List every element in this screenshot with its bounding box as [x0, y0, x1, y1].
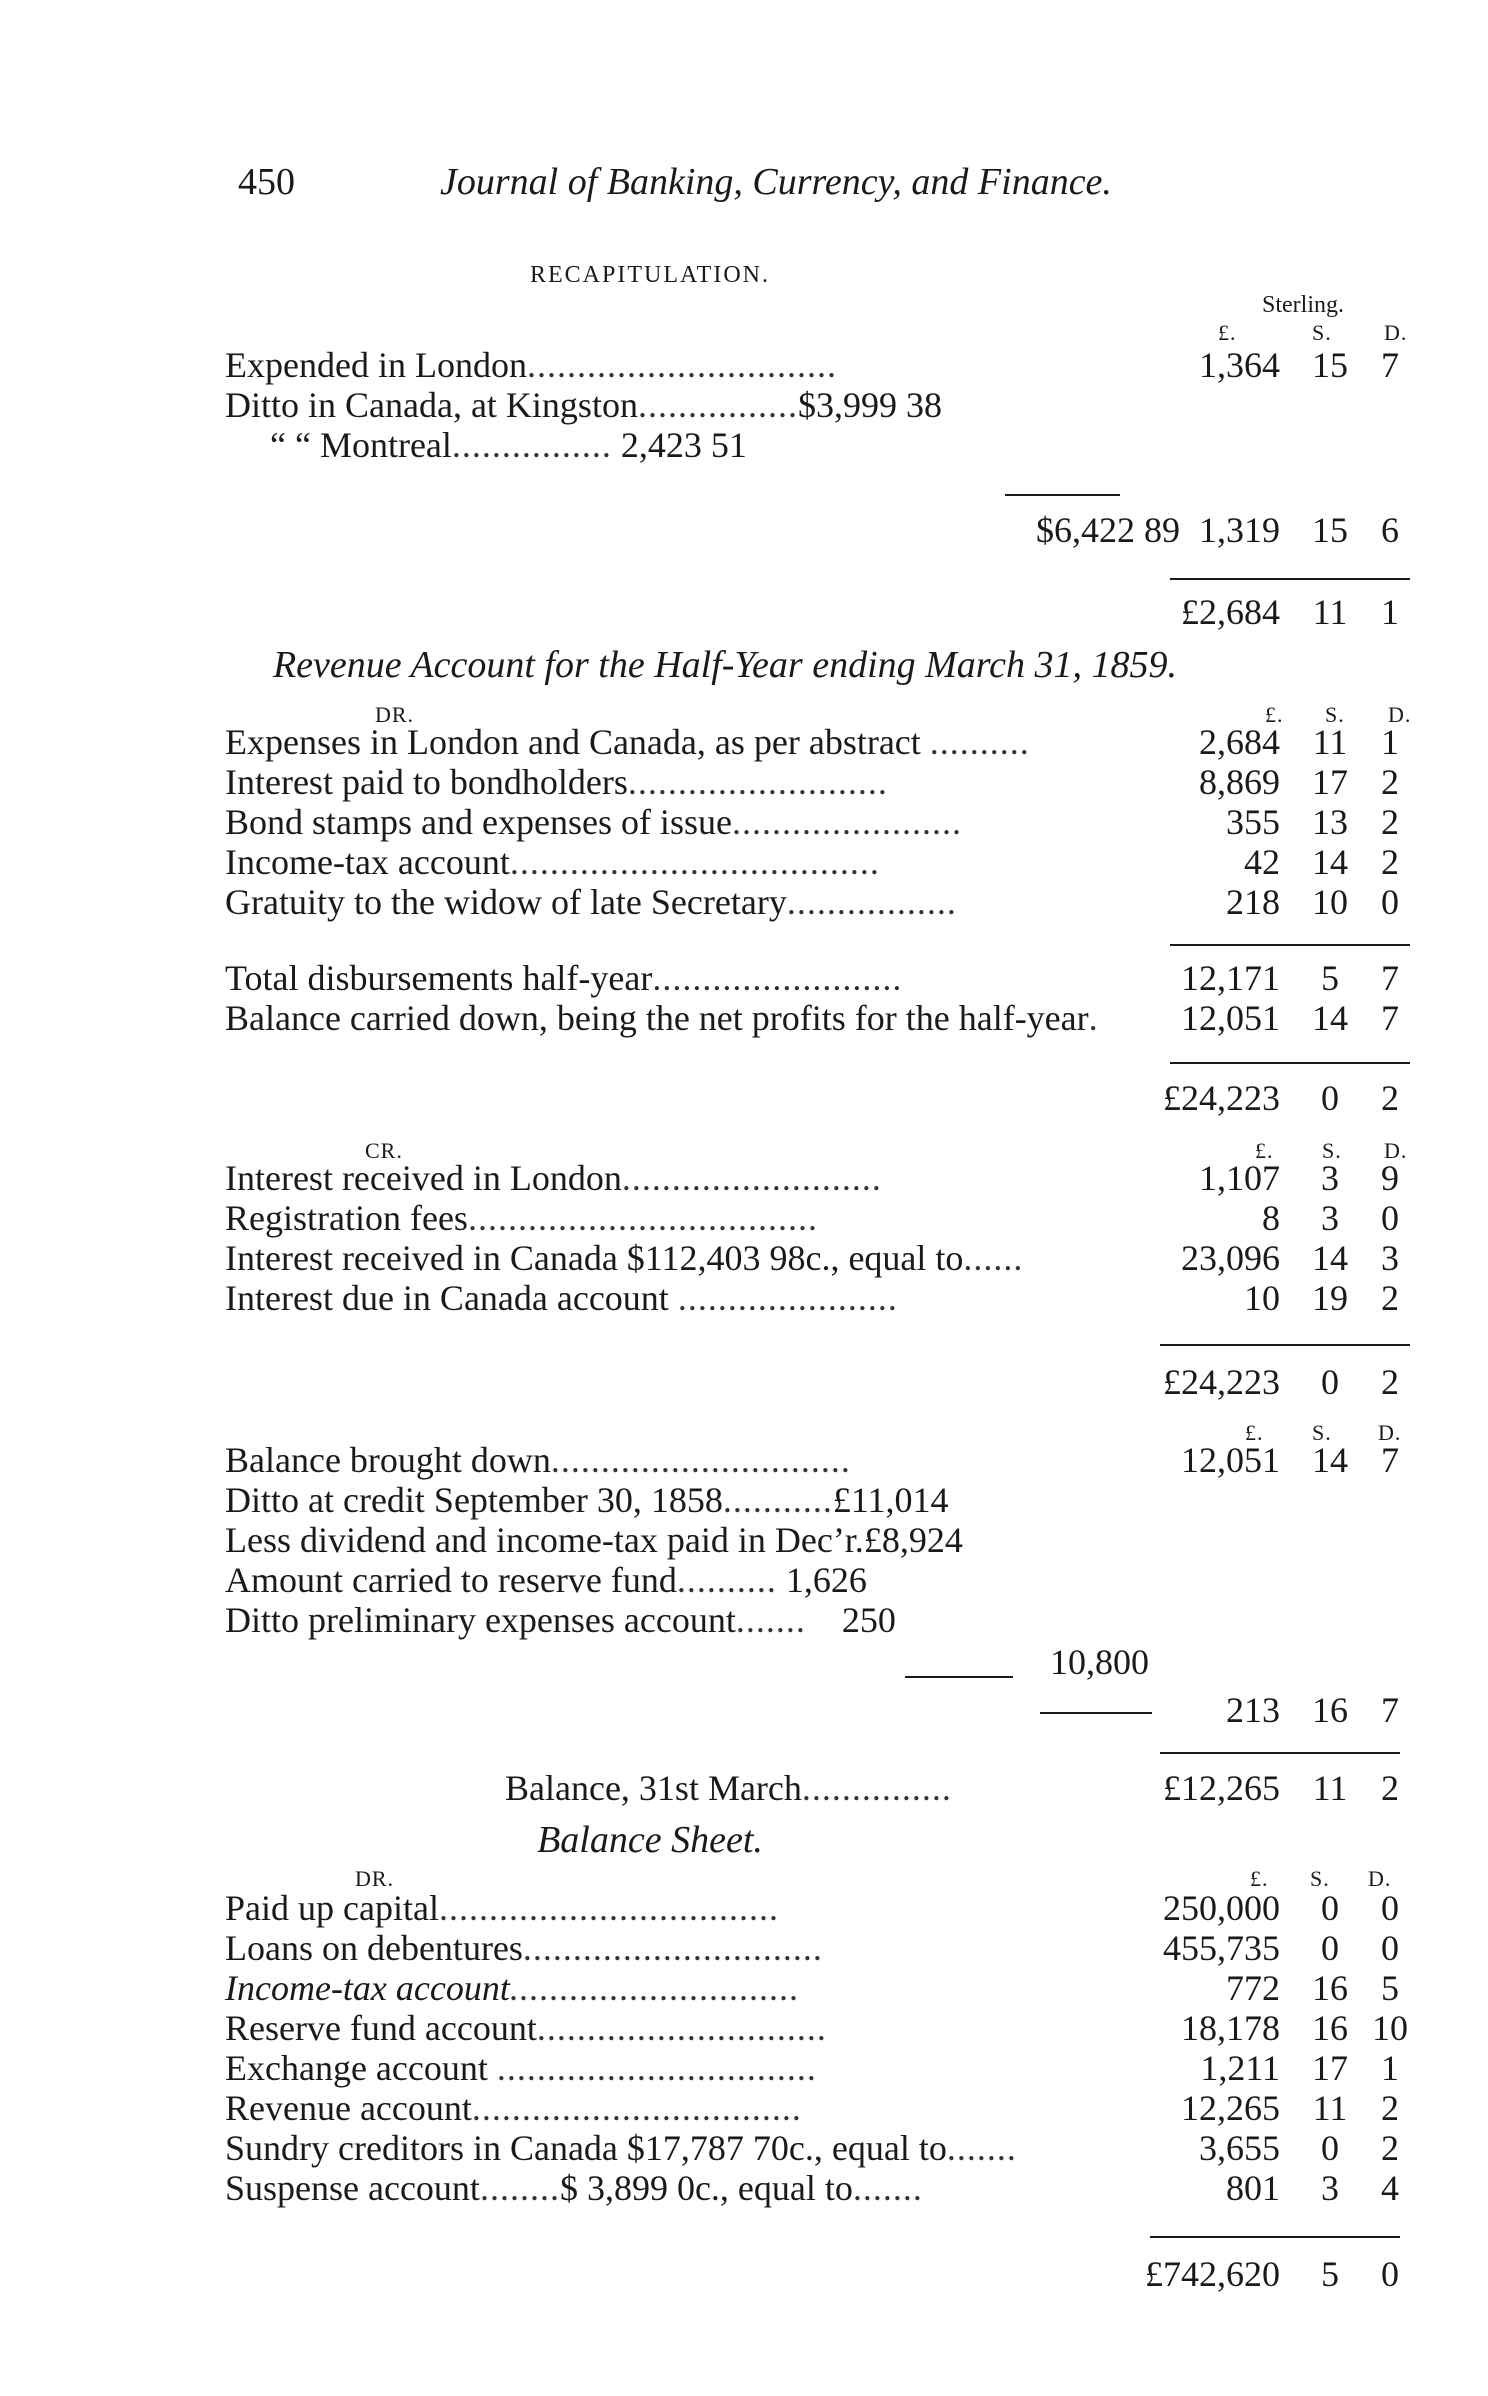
dr-label: DR.: [375, 702, 415, 727]
col-shillings: S.: [1312, 320, 1332, 345]
col-shillings: S.: [1312, 1420, 1332, 1445]
recap-grand-total: £2,684 11 1: [1181, 592, 1399, 632]
col-pounds: £.: [1250, 1866, 1269, 1891]
balance-item: Less dividend and income-tax paid in Dec’r.£8,924: [225, 1520, 963, 1560]
balance-sheet-title: Balance Sheet.: [537, 1819, 763, 1861]
balance-item: Ditto preliminary expenses account....... 250: [225, 1600, 896, 1640]
recap-row-montreal: “ “ Montreal................ 2,423 51: [270, 425, 747, 465]
col-pounds: £.: [1245, 1420, 1264, 1445]
revenue-dr-row: Expenses in London and Canada, as per abstract .......... 2,684 11 1: [225, 722, 1399, 762]
balance-sheet-row: Paid up capital.................................. 250,000 0 0: [225, 1888, 1399, 1928]
col-shillings: S.: [1310, 1866, 1330, 1891]
balance-sheet-row: Reserve fund account............................. 18,178 16 10: [225, 2008, 1408, 2048]
rule: [1160, 1752, 1400, 1754]
rule: [1150, 2236, 1400, 2238]
balance-sheet-row: Suspense account........$ 3,899 0c., equal to....... 801 3 4: [225, 2168, 1399, 2208]
balance-subtotal: 10,800: [1050, 1642, 1149, 1682]
revenue-dr-row: Income-tax account..................................... 42 14 2: [225, 842, 1399, 882]
rule: [1170, 1062, 1410, 1064]
revenue-cr-row: Interest due in Canada account ...................... 10 19 2: [225, 1278, 1399, 1318]
recapitulation-heading: RECAPITULATION.: [530, 262, 770, 288]
col-shillings: S.: [1325, 702, 1345, 727]
col-pence: D.: [1384, 1138, 1408, 1163]
cr-label: CR.: [365, 1138, 403, 1163]
dr-label: DR.: [355, 1866, 395, 1891]
recap-row-london: Expended in London............................... 1,364 15 7: [225, 345, 1399, 385]
total-disbursements-row: Total disbursements half-year......................... 12,171 5 7: [225, 958, 1399, 998]
journal-title: Journal of Banking, Currency, and Finance.: [440, 161, 1112, 203]
recap-dollar-total: $6,422 89 1,319 15 6: [1036, 510, 1399, 550]
col-pence: D.: [1378, 1420, 1402, 1445]
sterling-label: Sterling.: [1262, 292, 1344, 318]
revenue-account-title: Revenue Account for the Half-Year ending March 31, 1859.: [272, 644, 1178, 686]
balance-item: Amount carried to reserve fund.......... 1,626: [225, 1560, 867, 1600]
page-number: 450: [238, 161, 295, 203]
col-pence: D.: [1384, 320, 1408, 345]
balance-sheet-row: Income-tax account............................. 772 16 5: [225, 1968, 1399, 2008]
balance-sheet-row: Sundry creditors in Canada $17,787 70c., equal to....... 3,655 0 2: [225, 2128, 1399, 2168]
balance-31st-march: Balance, 31st March............... £12,265 11 2: [505, 1768, 1399, 1808]
balance-sheet-row: Loans on debentures.............................. 455,735 0 0: [225, 1928, 1399, 1968]
rule: [1005, 494, 1120, 496]
rule: [1170, 578, 1410, 580]
balance-item: Ditto at credit September 30, 1858...........£11,014: [225, 1480, 949, 1520]
balance-sheet-total: £742,620 5 0: [1145, 2254, 1399, 2294]
col-pounds: £.: [1218, 320, 1237, 345]
col-pence: D.: [1368, 1866, 1392, 1891]
recap-row-kingston: Ditto in Canada, at Kingston................$3,999 38: [225, 385, 942, 425]
revenue-cr-row: Interest received in Canada $112,403 98c., equal to...... 23,096 14 3: [225, 1238, 1399, 1278]
col-pence: D.: [1388, 702, 1412, 727]
balance-carried-down-row: Balance carried down, being the net profits for the half-year. 12,051 14 7: [225, 998, 1399, 1038]
revenue-cr-row: Registration fees................................... 8 3 0: [225, 1198, 1399, 1238]
col-pounds: £.: [1265, 702, 1284, 727]
rule: [1170, 944, 1410, 946]
revenue-cr-row: Interest received in London.......................... 1,107 3 9: [225, 1158, 1399, 1198]
revenue-dr-row: Gratuity to the widow of late Secretary................. 218 10 0: [225, 882, 1399, 922]
col-pounds: £.: [1255, 1138, 1274, 1163]
balance-sheet-row: Exchange account ................................ 1,211 17 1: [225, 2048, 1399, 2088]
col-shillings: S.: [1322, 1138, 1342, 1163]
revenue-dr-row: Interest paid to bondholders.......................... 8,869 17 2: [225, 762, 1399, 802]
rule: [1160, 1344, 1410, 1346]
revenue-dr-row: Bond stamps and expenses of issue....................... 355 13 2: [225, 802, 1399, 842]
revenue-dr-total: £24,223 0 2: [1163, 1078, 1399, 1118]
revenue-cr-total: £24,223 0 2: [1163, 1362, 1399, 1402]
balance-sheet-row: Revenue account................................. 12,265 11 2: [225, 2088, 1399, 2128]
balance-difference: 213 16 7: [1226, 1690, 1399, 1730]
balance-brought-down-row: Balance brought down.............................. 12,051 14 7: [225, 1440, 1399, 1480]
